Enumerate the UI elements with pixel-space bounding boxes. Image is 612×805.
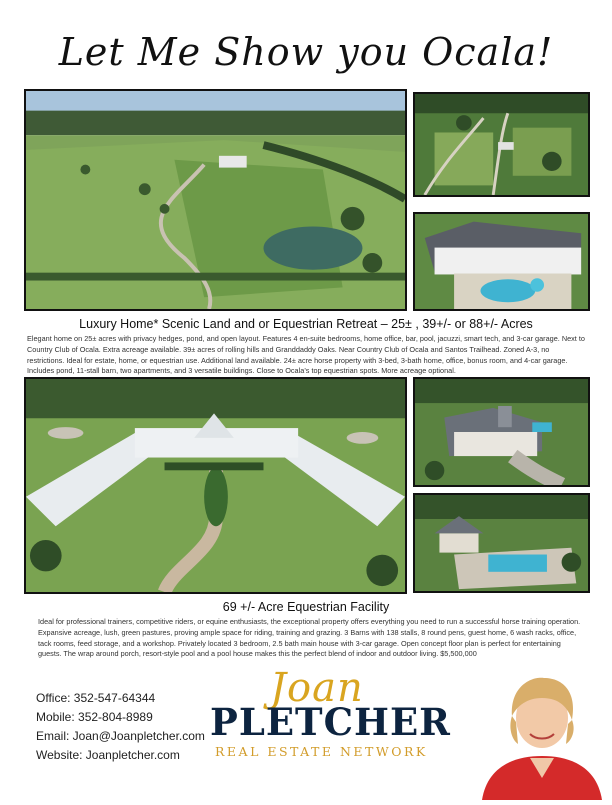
email-link[interactable]: Email: Joan@Joanpletcher.com [36, 729, 205, 743]
listing2-title: 69 +/- Acre Equestrian Facility [222, 600, 390, 614]
logo-last-name: PLETCHER [210, 700, 451, 744]
listing2-description: Ideal for professional trainers, competitive riders, or equine enthusiasts, the exceptional property offers everything you need to run a successful horse training operation. Expansive acreage, lush, green pastures, proving ample space for riding, training and grazing. 3 Barns with 138 stalls, 8 round pens, guest home, 6 wash racks, office, tack rooms, feed storage, and a workshop. Privately located 3 bedroom, 2.5 bath main house with 3-car garage. Open concept floor plan is perfect for entertaining guests. The wrap around porch, resort-style pool and a pool house makes this the perfect blend of indoor and outdoor living. $5,500,000 [38, 617, 581, 659]
listing1-description: Elegant home on 25± acres with privacy hedges, pond, and open layout. Features 4 en-suite bedrooms, home office, bar, pool, jacuzzi, smart tech, and 3-car garage. Next to Country Club of Ocala. Extra acreage available. 39± acres of rolling hills and Granddaddy Oaks. Near Country Club of Ocala and Santos Trailhead. Zoned A-3, no restrictions. Ideal for estate, home, or equestrian use. Additional land available. 24± acre horse property with 3-bed, 3-bath home, office, bonus room, and 4-car garage. Includes pond, 11-stall barn, two apartments, and 3 versatile buildings. Close to Ocala’s top equestrian spots. More acreage optional. [27, 334, 585, 376]
pool-home-photo [413, 212, 590, 311]
equestrian-facility-photo [24, 377, 407, 594]
website-link[interactable]: Website: Joanpletcher.com [36, 748, 180, 762]
office-phone: Office: 352-547-64344 [36, 691, 156, 705]
listing1-title: Luxury Home* Scenic Land and or Equestrian Retreat – 25± , 39+/- or 88+/- Acres [79, 317, 533, 331]
headline: Let Me Show you Ocala! [58, 30, 554, 74]
logo-first-name: Joan [270, 665, 364, 711]
property-aerial-photo [413, 92, 590, 197]
agent-portrait [472, 668, 612, 800]
mobile-phone: Mobile: 352-804-8989 [36, 710, 153, 724]
main-house-photo [413, 377, 590, 487]
logo-tagline: REAL ESTATE NETWORK [215, 744, 428, 759]
pool-house-photo [413, 493, 590, 593]
brand-logo [210, 660, 451, 770]
contact-info [36, 689, 226, 765]
estate-aerial-photo [24, 89, 407, 311]
